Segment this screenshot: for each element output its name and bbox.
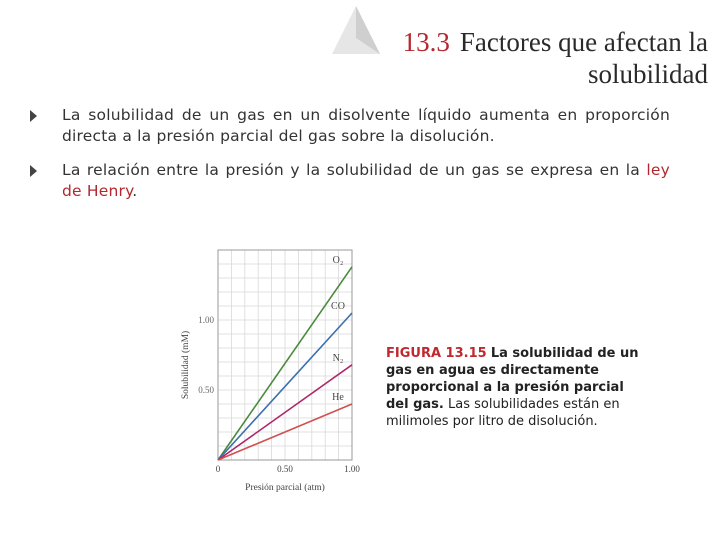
section-number: 13.3	[402, 27, 450, 57]
title-line-2: solubilidad	[588, 59, 708, 89]
series-label: He	[332, 392, 344, 403]
series-label: CO	[331, 301, 345, 312]
bullet-item-2	[30, 160, 670, 202]
page-title	[403, 26, 708, 90]
figure-label: FIGURA 13.15	[386, 346, 487, 361]
bullet-arrow-icon	[30, 165, 37, 177]
figure-caption-bold: La solubilidad de un gas en agua es directamente proporcional a la presión parcial del gas.	[386, 346, 639, 412]
y-tick-label: 0.50	[198, 385, 214, 395]
solubility-chart	[170, 240, 380, 500]
x-tick-label: 0.50	[277, 464, 293, 474]
chapter-logo-icon	[330, 4, 382, 56]
series-label: O₂	[332, 254, 344, 266]
chart-labels	[180, 255, 360, 493]
henry-law-keyword: ley de Henry	[62, 161, 670, 200]
bullet-item-1	[30, 105, 670, 147]
bullet-text-2: La relación entre la presión y la solubilidad de un gas se expresa en la ley de Henry.	[62, 161, 670, 200]
x-axis-label: Presión parcial (atm)	[245, 483, 325, 493]
bullet-arrow-icon	[30, 110, 37, 122]
series-label: N₂	[332, 352, 344, 364]
bullet-text-1: La solubilidad de un gas en un disolvente líquido aumenta en proporción directa a la presión parcial del gas sobre la disolución.	[62, 106, 670, 145]
y-tick-label: 1.00	[198, 315, 214, 325]
title-line-1: Factores que afectan la	[459, 27, 708, 57]
figure-caption	[386, 345, 642, 430]
x-tick-label: 1.00	[344, 464, 360, 474]
x-tick-label: 0	[215, 464, 221, 474]
y-axis-label: Solubilidad (mM)	[181, 330, 191, 400]
figure-caption-rest: Las solubilidades están en milimoles por litro de disolución.	[386, 397, 620, 429]
